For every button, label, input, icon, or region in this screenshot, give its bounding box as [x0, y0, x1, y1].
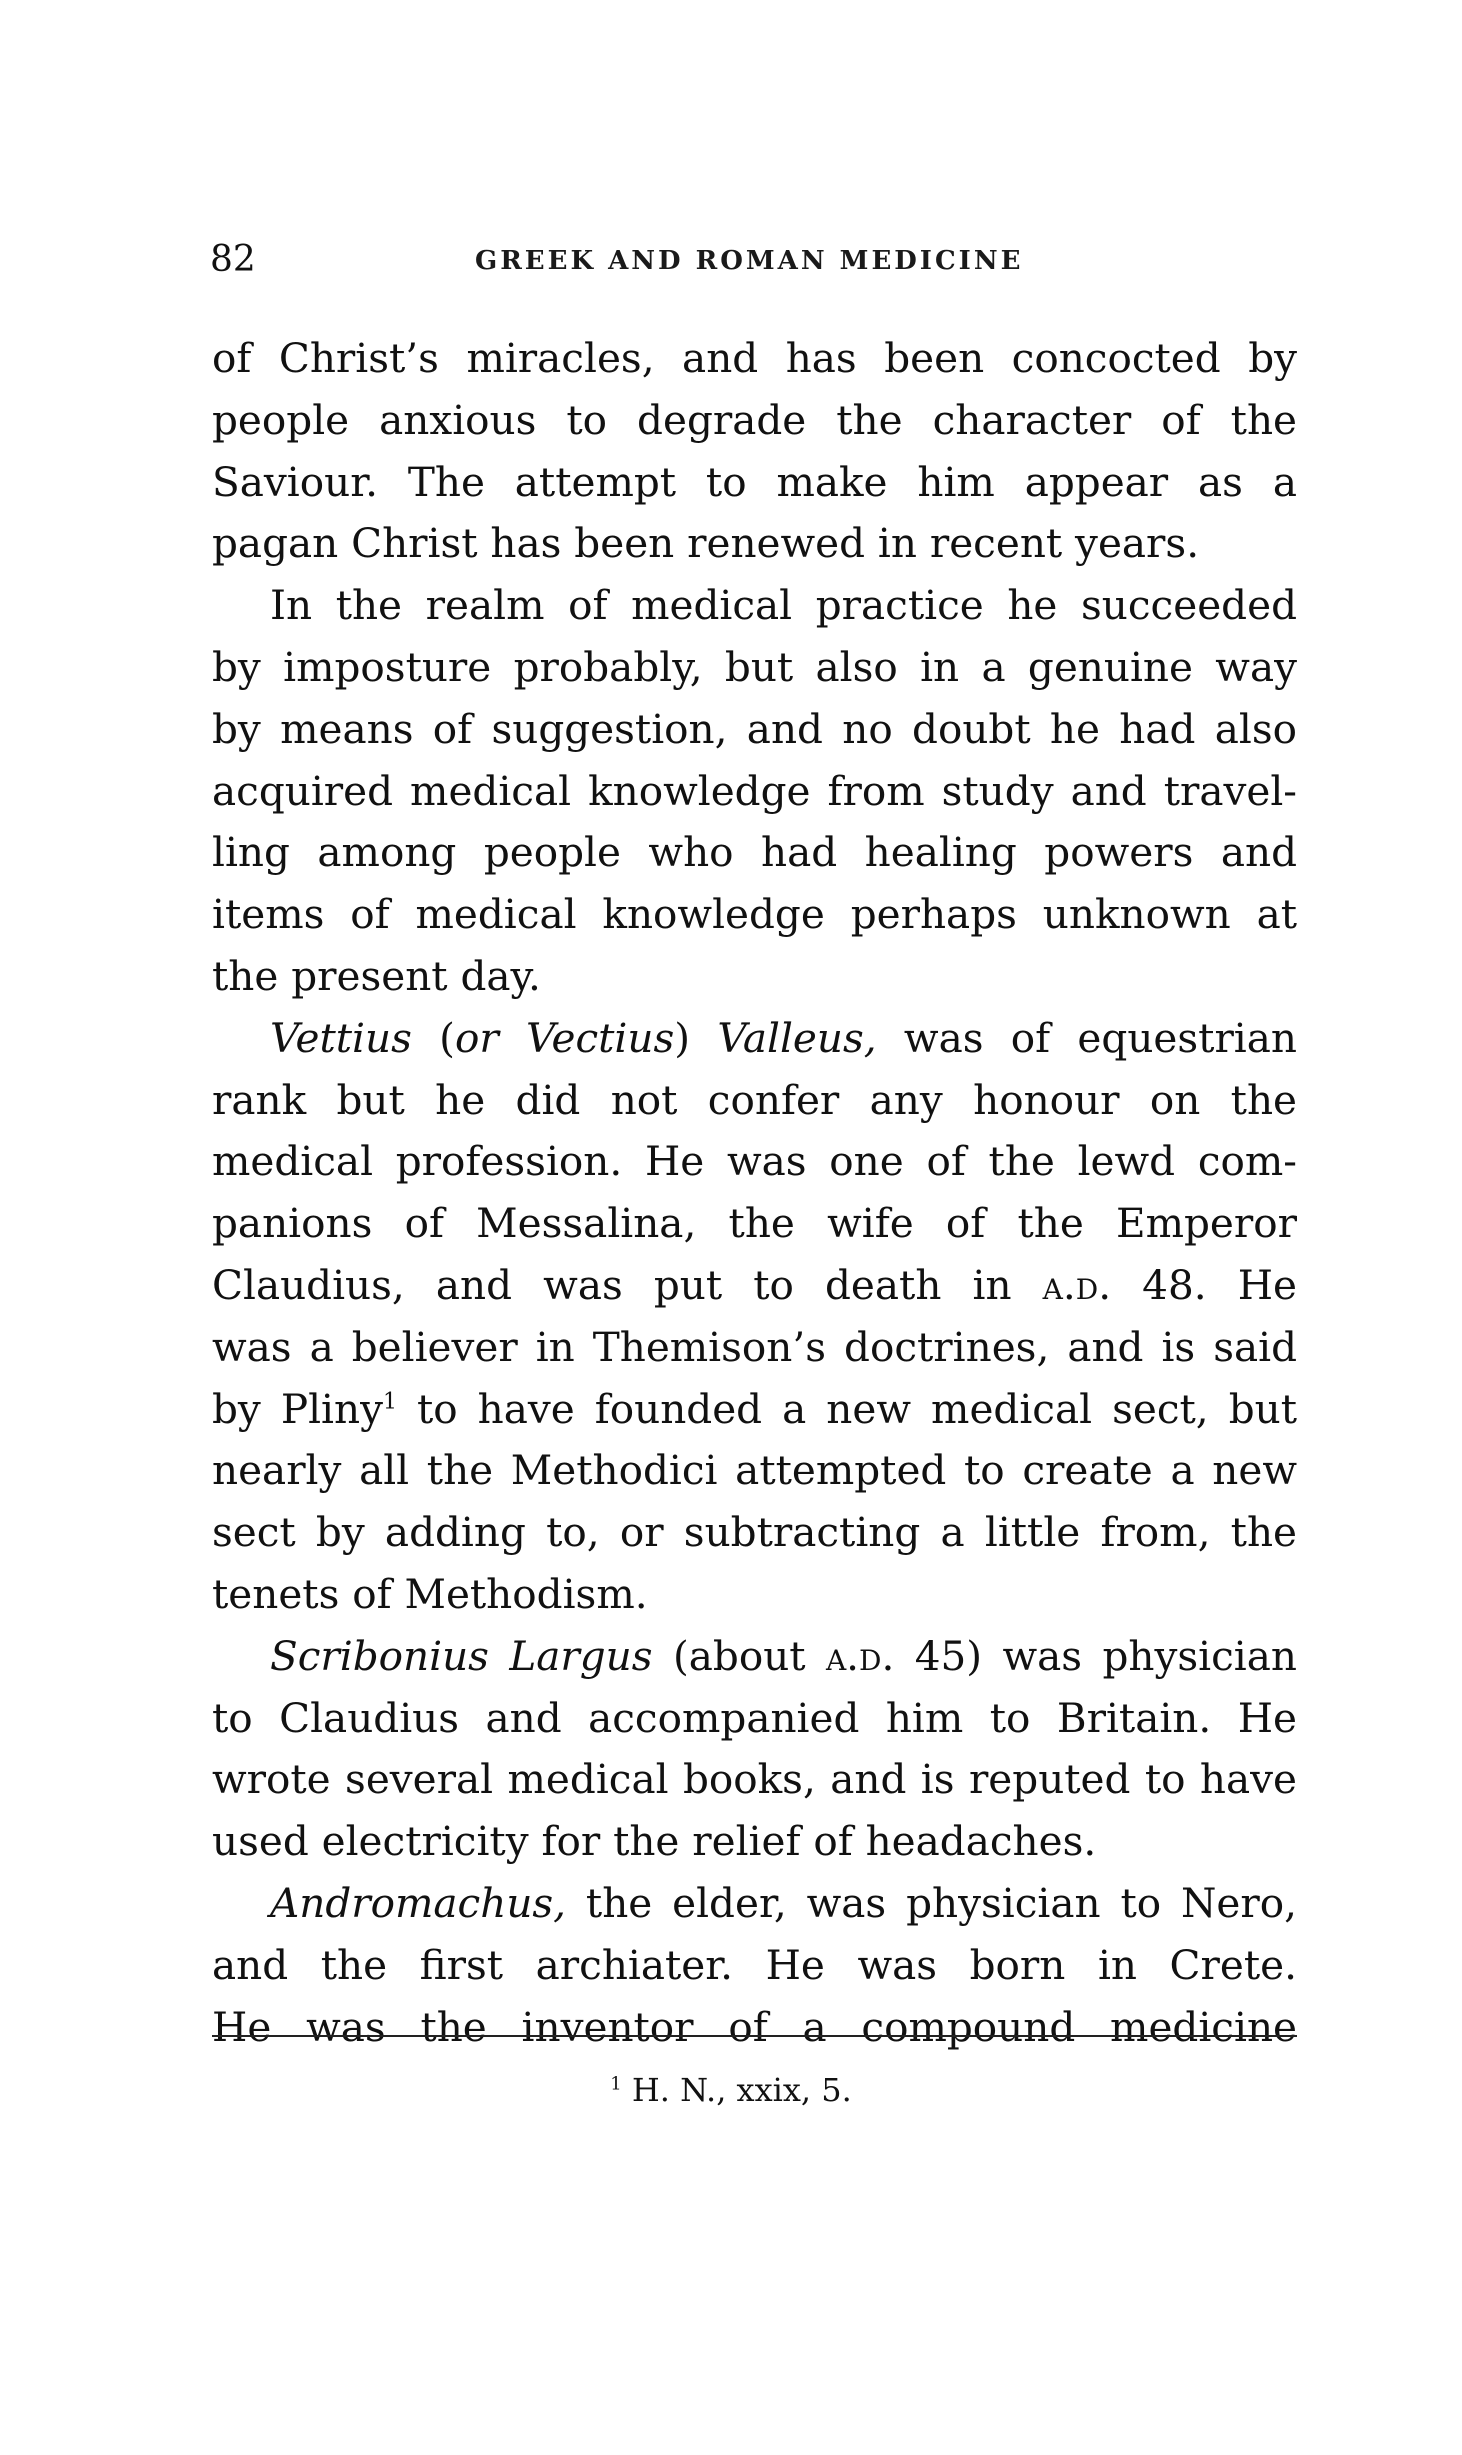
text-line: pagan Christ has been renewed in recent years.	[212, 519, 1200, 568]
line-rest: was of equestrian	[876, 1013, 1297, 1062]
text-line: people anxious to degrade the character of the	[212, 395, 1297, 444]
paren-open: (	[411, 1013, 455, 1062]
text-line: used electricity for the relief of headaches.	[212, 1817, 1097, 1866]
footnote-text: H. N., xxix, 5.	[621, 2071, 852, 2109]
text-line: medical profession. He was one of the lewd com-	[212, 1137, 1297, 1186]
line-part: Claudius, and was put to death in	[212, 1260, 1043, 1309]
text-line: by means of suggestion, and no doubt he had also	[212, 704, 1297, 753]
footnote-reference[interactable]: 1	[382, 1389, 397, 1415]
text-line: by imposture probably, but also in a genuine way	[212, 642, 1297, 691]
text-line	[212, 1255, 1297, 1317]
line-part: by Pliny	[212, 1384, 383, 1433]
text-line: and the first archiater. He was born in Crete.	[212, 1940, 1297, 1989]
text-line: He was the inventor of a compound medicine	[212, 2002, 1297, 2051]
text-line: items of medical knowledge perhaps unknown at	[212, 890, 1297, 939]
page-number: 82	[210, 239, 256, 280]
text-line: In the realm of medical practice he succeeded	[270, 581, 1297, 630]
footnote-mark: 1	[610, 2073, 622, 2095]
line-part: the elder, was physician to Nero,	[566, 1878, 1297, 1927]
text-line: to Claudius and accompanied him to Britain. He	[212, 1693, 1297, 1742]
footnote-divider	[212, 2035, 1297, 2037]
body-text	[212, 328, 1297, 2058]
name-vettius: Vettius	[270, 1013, 412, 1062]
text-line: wrote several medical books, and is reputed to have	[212, 1755, 1297, 1804]
text-line	[212, 1626, 1297, 1688]
text-line	[212, 1873, 1297, 1935]
text-line	[212, 1008, 1297, 1070]
text-line: tenets of Methodism.	[212, 1569, 648, 1618]
text-line: the present day.	[212, 951, 541, 1000]
running-head	[210, 235, 1310, 295]
text-line: Saviour. The attempt to make him appear as a	[212, 457, 1297, 506]
name-vectius: Vectius	[498, 1013, 675, 1062]
text-line: rank but he did not confer any honour on the	[212, 1075, 1297, 1124]
line-part: to have founded a new medical sect, but	[396, 1384, 1297, 1433]
text-line: ling among people who had healing powers and	[212, 828, 1297, 877]
text-line: was a believer in Themison’s doctrines, and is said	[212, 1322, 1297, 1371]
paren-close: )	[674, 1013, 718, 1062]
text-line: panions of Messalina, the wife of the Emperor	[212, 1199, 1297, 1248]
text-line	[212, 1379, 1297, 1441]
line-part: 48. He	[1111, 1260, 1297, 1309]
line-part: (about	[652, 1631, 826, 1680]
footnote	[0, 2068, 1462, 2112]
word-or: or	[454, 1013, 499, 1062]
era-abbrev: a.d.	[1042, 1260, 1112, 1309]
era-abbrev: a.d.	[825, 1631, 895, 1680]
running-title: GREEK AND ROMAN MEDICINE	[475, 246, 1024, 276]
text-line: acquired medical knowledge from study and travel-	[212, 766, 1297, 815]
line-part: 45) was physician	[894, 1631, 1297, 1680]
text-line: nearly all the Methodici attempted to create a new	[212, 1446, 1297, 1495]
text-line: sect by adding to, or subtracting a little from, the	[212, 1508, 1297, 1557]
name-valleus: Valleus,	[717, 1013, 877, 1062]
name-scribonius: Scribonius Largus	[270, 1631, 653, 1680]
name-andromachus: Andromachus,	[270, 1878, 567, 1927]
text-line: of Christ’s miracles, and has been concocted by	[212, 334, 1297, 382]
